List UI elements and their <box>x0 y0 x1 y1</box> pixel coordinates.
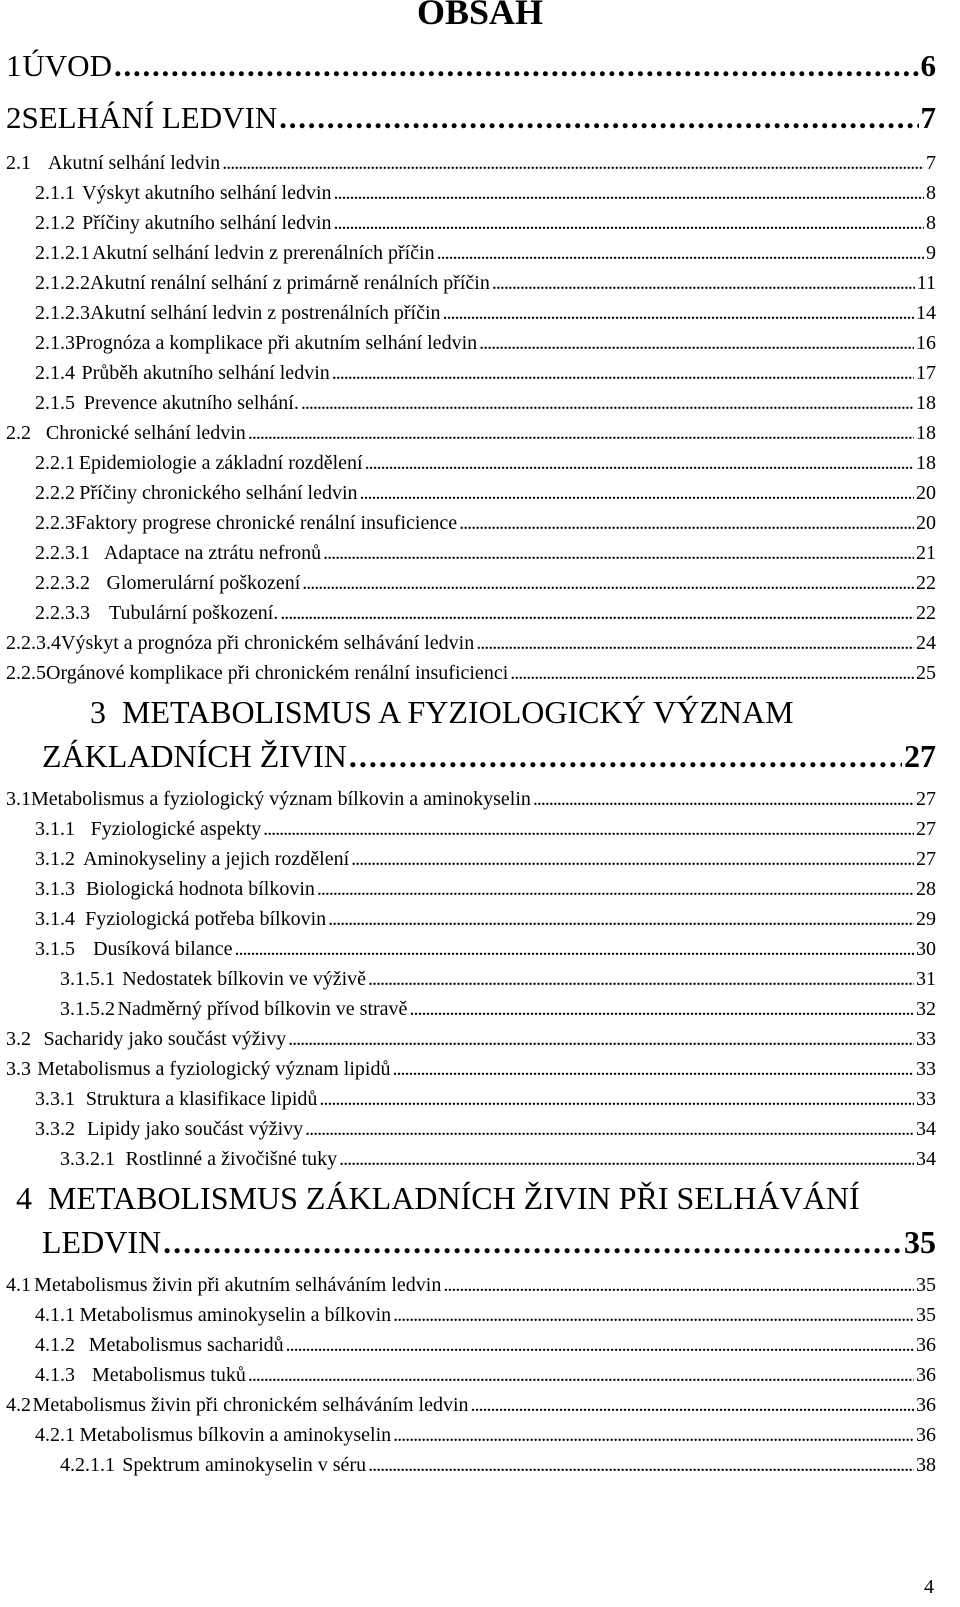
toc-entry-page: 32 <box>916 998 936 1020</box>
toc-entry-title: Prognóza a komplikace při akutním selhání ledvin <box>75 332 478 354</box>
toc-entry-number: 3.3.1 <box>35 1088 75 1110</box>
toc-entry[interactable] <box>35 302 936 325</box>
toc-entry-number: 2.1.2 <box>35 212 75 234</box>
toc-entry-page: 35 <box>916 1274 936 1296</box>
toc-entry-page: 36 <box>916 1334 936 1356</box>
toc-leader-dots <box>334 182 924 205</box>
toc-entry-page: 34 <box>916 1148 936 1170</box>
toc-entry[interactable] <box>35 482 936 505</box>
toc-entry-title: Adaptace na ztrátu nefronů <box>104 542 322 564</box>
toc-entry-page: 22 <box>916 572 936 594</box>
toc-entry-title: Sacharidy jako součást výživy <box>43 1028 287 1050</box>
toc-entry-number: 3.1.2 <box>35 848 75 870</box>
toc-leader-dots <box>222 152 924 175</box>
toc-entry[interactable] <box>6 662 936 685</box>
toc-entry-page: 33 <box>916 1058 936 1080</box>
toc-entry[interactable] <box>35 1364 936 1387</box>
toc-entry-title: Metabolismus sacharidů <box>88 1334 284 1356</box>
toc-entry-title: Nedostatek bílkovin ve výživě <box>122 968 367 990</box>
toc-entry-page: 7 <box>920 100 936 135</box>
toc-entry-number: 3 <box>90 694 106 730</box>
toc-chapter-heading[interactable] <box>16 1180 860 1217</box>
toc-entry[interactable] <box>35 818 936 841</box>
toc-entry-title-continued: ZÁKLADNÍCH ŽIVIN <box>42 738 347 774</box>
toc-leader-dots <box>471 1394 914 1417</box>
toc-entry-title: Metabolismus a fyziologický význam bílkovin a aminokyselin <box>31 788 531 810</box>
toc-entry[interactable] <box>35 1088 936 1111</box>
toc-entry-page: 9 <box>926 242 936 264</box>
toc-entry-number: 3.1 <box>6 788 31 810</box>
toc-entry-title: Chronické selhání ledvin <box>45 422 246 444</box>
toc-entry[interactable] <box>35 362 936 385</box>
toc-entry-number: 3.1.5.2 <box>60 998 115 1020</box>
toc-entry-title: Příčiny akutního selhání ledvin <box>82 212 332 234</box>
toc-entry-page: 29 <box>916 908 936 930</box>
toc-entry-title: Akutní selhání ledvin z postrenálních příčin <box>90 302 441 324</box>
toc-entry[interactable] <box>35 1304 936 1327</box>
toc-entry-title: METABOLISMUS A FYZIOLOGICKÝ VÝZNAM <box>122 694 794 730</box>
toc-entry[interactable] <box>6 422 936 445</box>
toc-leader-dots <box>332 362 914 385</box>
toc-entry[interactable] <box>35 542 936 565</box>
toc-entry-title: METABOLISMUS ZÁKLADNÍCH ŽIVIN PŘI SELHÁVÁNÍ <box>48 1180 860 1216</box>
toc-entry-title: Metabolismus bílkovin a aminokyselin <box>79 1424 392 1446</box>
toc-entry-page: 18 <box>916 422 936 444</box>
toc-entry[interactable] <box>35 242 936 265</box>
toc-leader-dots <box>393 1424 914 1447</box>
toc-leader-dots <box>409 998 914 1021</box>
page-title: OBSAH <box>416 0 544 32</box>
toc-entry-number: 4.2.1.1 <box>60 1454 115 1476</box>
toc-entry[interactable] <box>35 332 936 355</box>
toc-entry-title: Metabolismus aminokyselin a bílkovin <box>79 1304 392 1326</box>
toc-entry[interactable] <box>35 212 936 235</box>
toc-entry-title: ÚVOD <box>22 48 112 83</box>
toc-entry-page: 17 <box>916 362 936 384</box>
toc-leader-dots <box>288 1028 914 1051</box>
toc-leader-dots <box>476 632 914 655</box>
toc-entry-title: Lipidy jako součást výživy <box>87 1118 304 1140</box>
toc-entry-number: 2.2.3 <box>35 512 75 534</box>
toc-leader-dots <box>437 242 924 265</box>
toc-entry-page: 24 <box>916 632 936 654</box>
toc-entry-title: Spektrum aminokyselin v séru <box>122 1454 367 1476</box>
toc-entry[interactable] <box>6 152 936 175</box>
toc-entry-number: 4.1.1 <box>35 1304 75 1326</box>
toc-entry-page: 8 <box>926 182 936 204</box>
toc-entry-number: 2.2.3.1 <box>35 542 90 564</box>
toc-entry-title: Příčiny chronického selhání ledvin <box>79 482 358 504</box>
toc-leader-dots <box>263 818 914 841</box>
toc-leader-dots <box>301 392 914 415</box>
toc-entry[interactable] <box>6 1028 936 1051</box>
toc-entry-page: 7 <box>926 152 936 174</box>
toc-entry[interactable] <box>6 1394 936 1417</box>
toc-entry-page: 36 <box>916 1424 936 1446</box>
toc-entry[interactable] <box>35 908 936 931</box>
toc-entry-title: Faktory progrese chronické renální insuficience <box>75 512 458 534</box>
toc-entry-number: 3.1.1 <box>35 818 75 840</box>
toc-entry-page: 35 <box>916 1304 936 1326</box>
toc-entry-number: 1 <box>6 48 22 83</box>
toc-entry-number: 3.3.2 <box>35 1118 75 1140</box>
toc-entry-title: Metabolismus živin při chronickém selháváním ledvin <box>32 1394 469 1416</box>
toc-entry-page: 16 <box>916 332 936 354</box>
toc-chapter-heading[interactable] <box>90 694 794 731</box>
toc-leader-dots <box>368 968 914 991</box>
toc-leader-dots <box>279 100 918 136</box>
toc-entry-number: 3.1.5.1 <box>60 968 115 990</box>
toc-leader-dots <box>351 848 914 871</box>
toc-entry[interactable] <box>6 48 936 84</box>
toc-entry[interactable] <box>35 452 936 475</box>
toc-entry-title: Akutní selhání ledvin z prerenálních příčin <box>91 242 435 264</box>
toc-entry-title: Výskyt akutního selhání ledvin <box>82 182 332 204</box>
toc-entry-number: 2.1.2.3 <box>35 302 90 324</box>
toc-entry-title: Metabolismus a fyziologický význam lipidů <box>37 1058 391 1080</box>
toc-leader-dots <box>365 452 914 475</box>
toc-entry[interactable] <box>35 602 936 625</box>
toc-entry-number: 2.1.2.2 <box>35 272 90 294</box>
toc-leader-dots <box>234 938 914 961</box>
toc-entry-page: 33 <box>916 1088 936 1110</box>
toc-entry[interactable] <box>60 998 936 1021</box>
toc-entry-number: 2.1.5 <box>35 392 75 414</box>
toc-entry-number: 2.2.1 <box>35 452 75 474</box>
toc-entry-page: 36 <box>916 1364 936 1386</box>
toc-entry-number: 3.1.3 <box>35 878 75 900</box>
toc-entry-page: 25 <box>916 662 936 684</box>
toc-entry-number: 2.1 <box>6 152 31 174</box>
toc-entry[interactable] <box>35 182 936 205</box>
toc-entry-title: Metabolismus tuků <box>91 1364 246 1386</box>
toc-entry-number: 3.3 <box>6 1058 31 1080</box>
toc-entry-title: Prevence akutního selhání. <box>83 392 299 414</box>
toc-leader-dots <box>510 662 914 685</box>
toc-entry-title: Fyziologické aspekty <box>90 818 262 840</box>
toc-entry-title: Průběh akutního selhání ledvin <box>81 362 330 384</box>
toc-entry-number: 2.2.3.3 <box>35 602 90 624</box>
toc-entry-page: 33 <box>916 1028 936 1050</box>
toc-entry-title-continued: LEDVIN <box>42 1224 162 1260</box>
toc-entry-page: 20 <box>916 482 936 504</box>
toc-entry-number: 2.1.3 <box>35 332 75 354</box>
toc-entry-page: 20 <box>916 512 936 534</box>
toc-entry[interactable] <box>6 1058 936 1081</box>
toc-entry-page: 14 <box>916 302 936 324</box>
toc-leader-dots <box>163 1224 902 1261</box>
toc-leader-dots <box>533 788 914 811</box>
toc-entry-title: Struktura a klasifikace lipidů <box>85 1088 318 1110</box>
footer-page-number: 4 <box>924 1576 934 1598</box>
toc-entry[interactable] <box>42 1224 936 1261</box>
toc-entry[interactable] <box>35 848 936 871</box>
toc-leader-dots <box>317 878 914 901</box>
toc-entry-number: 4.1.3 <box>35 1364 75 1386</box>
toc-entry-number: 2.2.3.2 <box>35 572 90 594</box>
toc-leader-dots <box>360 482 915 505</box>
toc-leader-dots <box>323 542 914 565</box>
toc-entry-page: 11 <box>916 272 936 294</box>
toc-leader-dots <box>443 302 914 325</box>
toc-entry-number: 2.2.2 <box>35 482 75 504</box>
toc-entry-page: 18 <box>916 452 936 474</box>
toc-entry[interactable] <box>35 1424 936 1447</box>
toc-entry[interactable] <box>35 272 936 295</box>
toc-entry-page: 35 <box>904 1224 936 1260</box>
toc-leader-dots <box>479 332 914 355</box>
toc-entry-title: Akutní selhání ledvin <box>47 152 221 174</box>
toc-entry-number: 3.1.4 <box>35 908 75 930</box>
toc-entry-number: 2.1.4 <box>35 362 75 384</box>
toc-entry-page: 18 <box>916 392 936 414</box>
toc-leader-dots <box>368 1454 914 1477</box>
toc-entry[interactable] <box>60 1148 936 1171</box>
toc-entry[interactable] <box>6 632 936 655</box>
toc-entry-title: Biologická hodnota bílkovin <box>86 878 315 900</box>
toc-entry-title: Tubulární poškození. <box>109 602 279 624</box>
toc-entry-page: 22 <box>916 602 936 624</box>
toc-entry-title: Rostlinné a živočišné tuky <box>125 1148 338 1170</box>
toc-entry[interactable] <box>6 1274 936 1297</box>
toc-entry[interactable] <box>60 968 936 991</box>
toc-entry-number: 4.2 <box>6 1394 31 1416</box>
toc-entry-title: Metabolismus živin při akutním selháváním ledvin <box>34 1274 442 1296</box>
toc-entry-title: Aminokyseliny a jejich rozdělení <box>83 848 350 870</box>
toc-entry-number: 2.2.3.4 <box>6 632 61 654</box>
toc-entry-number: 3.3.2.1 <box>60 1148 115 1170</box>
toc-entry[interactable] <box>35 878 936 901</box>
toc-entry[interactable] <box>42 738 936 775</box>
toc-entry[interactable] <box>6 788 936 811</box>
toc-entry-number: 2.2 <box>6 422 31 444</box>
toc-entry[interactable] <box>6 100 936 136</box>
toc-leader-dots <box>492 272 915 295</box>
toc-entry-page: 30 <box>916 938 936 960</box>
toc-entry-number: 2 <box>6 100 22 135</box>
toc-leader-dots <box>459 512 914 535</box>
toc-leader-dots <box>349 738 902 775</box>
toc-entry-page: 27 <box>916 848 936 870</box>
toc-entry-title: Orgánové komplikace při chronickém renální insuficienci <box>46 662 509 684</box>
toc-entry-number: 4.1.2 <box>35 1334 75 1356</box>
toc-entry-page: 36 <box>916 1394 936 1416</box>
toc-entry-title: Glomerulární poškození <box>106 572 301 594</box>
toc-entry-title: Akutní renální selhání z primárně renálních příčin <box>90 272 490 294</box>
toc-entry-title: SELHÁNÍ LEDVIN <box>21 100 278 135</box>
toc-entry-page: 6 <box>920 48 936 83</box>
toc-entry-title: Nadměrný přívod bílkovin ve stravě <box>117 998 408 1020</box>
toc-leader-dots <box>280 602 914 625</box>
toc-entry-title: Výskyt a prognóza při chronickém selhávání ledvin <box>61 632 475 654</box>
toc-entry-page: 38 <box>916 1454 936 1476</box>
toc-entry[interactable] <box>35 512 936 535</box>
toc-entry-number: 2.1.1 <box>35 182 75 204</box>
toc-leader-dots <box>339 1148 914 1171</box>
toc-entry-number: 3.1.5 <box>35 938 75 960</box>
toc-entry[interactable] <box>35 392 936 415</box>
toc-entry-page: 28 <box>916 878 936 900</box>
toc-leader-dots <box>328 908 914 931</box>
toc-leader-dots <box>319 1088 914 1111</box>
toc-entry-title: Fyziologická potřeba bílkovin <box>85 908 327 930</box>
toc-entry[interactable] <box>35 572 936 595</box>
toc-entry[interactable] <box>35 1118 936 1141</box>
toc-entry-number: 4 <box>16 1180 32 1216</box>
toc-entry-page: 8 <box>926 212 936 234</box>
toc-leader-dots <box>334 212 924 235</box>
toc-leader-dots <box>305 1118 914 1141</box>
toc-leader-dots <box>114 48 919 84</box>
toc-entry[interactable] <box>60 1454 936 1477</box>
toc-entry[interactable] <box>35 1334 936 1357</box>
toc-entry-page: 27 <box>916 788 936 810</box>
toc-entry-number: 4.2.1 <box>35 1424 75 1446</box>
toc-entry-page: 34 <box>916 1118 936 1140</box>
toc-entry-number: 2.2.5 <box>6 662 46 684</box>
toc-leader-dots <box>248 1364 914 1387</box>
toc-entry-title: Dusíková bilance <box>93 938 233 960</box>
toc-entry-page: 31 <box>916 968 936 990</box>
toc-entry-number: 4.1 <box>6 1274 31 1296</box>
toc-leader-dots <box>393 1304 914 1327</box>
toc-entry-page: 27 <box>916 818 936 840</box>
toc-entry-title: Epidemiologie a základní rozdělení <box>78 452 363 474</box>
toc-entry-page: 21 <box>916 542 936 564</box>
toc-entry[interactable] <box>35 938 936 961</box>
toc-leader-dots <box>392 1058 914 1081</box>
toc-leader-dots <box>248 422 914 445</box>
toc-leader-dots <box>286 1334 914 1357</box>
toc-entry-number: 2.1.2.1 <box>35 242 90 264</box>
toc-leader-dots <box>302 572 914 595</box>
toc-leader-dots <box>443 1274 914 1297</box>
toc-entry-page: 27 <box>904 738 936 774</box>
toc-entry-number: 3.2 <box>6 1028 31 1050</box>
